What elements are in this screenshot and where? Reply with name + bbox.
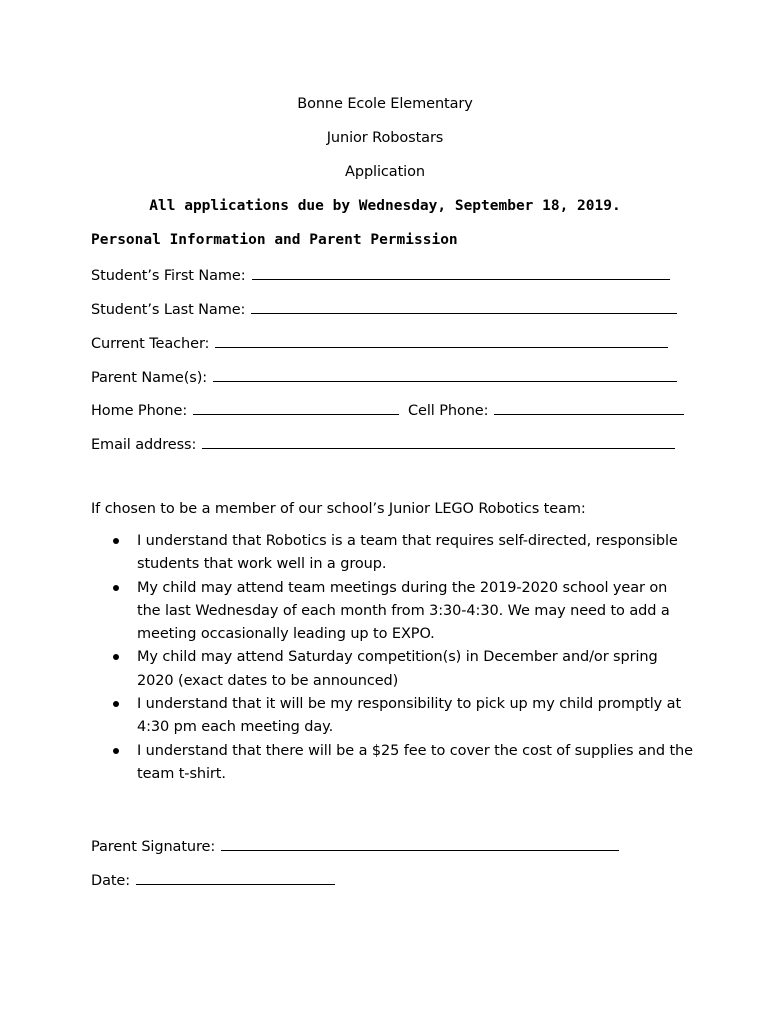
list-item: I understand that it will be my responsibility to pick up my child promptly at 4:30 pm each meeting day. (113, 693, 693, 740)
last-name-label: Student’s Last Name: (91, 302, 246, 318)
bullet-icon (113, 654, 119, 660)
program-name: Junior Robostars (326, 130, 444, 146)
parent-signature-blank[interactable] (221, 836, 619, 851)
section-title: Personal Information and Parent Permission (91, 232, 458, 248)
home-phone-field[interactable] (91, 400, 399, 419)
last-name-field[interactable] (91, 299, 677, 318)
teacher-label: Current Teacher: (91, 336, 210, 352)
list-item: I understand that there will be a $25 fee to cover the cost of supplies and the team t-shirt. (113, 740, 693, 787)
cell-phone-field[interactable] (408, 400, 684, 419)
list-item: My child may attend Saturday competition(s) in December and/or spring 2020 (exact dates to be announced) (113, 646, 693, 693)
bullet-icon (113, 701, 119, 707)
teacher-field[interactable] (91, 333, 668, 352)
first-name-label: Student’s First Name: (91, 268, 246, 284)
parent-names-label: Parent Name(s): (91, 370, 208, 386)
bullet-icon (113, 748, 119, 754)
home-phone-label: Home Phone: (91, 403, 188, 419)
parent-signature-field[interactable] (91, 836, 619, 855)
list-item: My child may attend team meetings during the 2019-2020 school year on the last Wednesday of each month from 3:30-4:30. We may need to add a meeting occasionally leading up to EXPO. (113, 577, 693, 647)
teacher-blank[interactable] (215, 333, 668, 348)
cell-phone-label: Cell Phone: (408, 403, 489, 419)
cell-phone-blank[interactable] (494, 400, 684, 415)
parent-signature-label: Parent Signature: (91, 839, 216, 855)
parent-names-field[interactable] (91, 367, 677, 386)
intro-text: If chosen to be a member of our school’s Junior LEGO Robotics team: (91, 501, 586, 517)
last-name-blank[interactable] (251, 299, 677, 314)
permission-list (113, 530, 693, 786)
date-field[interactable] (91, 870, 335, 889)
school-name: Bonne Ecole Elementary (297, 96, 473, 112)
date-label: Date: (91, 873, 131, 889)
document-type: Application (345, 164, 425, 180)
home-phone-blank[interactable] (193, 400, 399, 415)
deadline-notice: All applications due by Wednesday, September 18, 2019. (149, 198, 621, 214)
bullet-icon (113, 538, 119, 544)
date-blank[interactable] (136, 870, 335, 885)
first-name-blank[interactable] (252, 265, 670, 280)
email-field[interactable] (91, 434, 675, 453)
bullet-icon (113, 585, 119, 591)
email-blank[interactable] (202, 434, 675, 449)
email-label: Email address: (91, 437, 197, 453)
first-name-field[interactable] (91, 265, 670, 284)
list-item: I understand that Robotics is a team that requires self-directed, responsible students that work well in a group. (113, 530, 693, 577)
parent-names-blank[interactable] (213, 367, 677, 382)
